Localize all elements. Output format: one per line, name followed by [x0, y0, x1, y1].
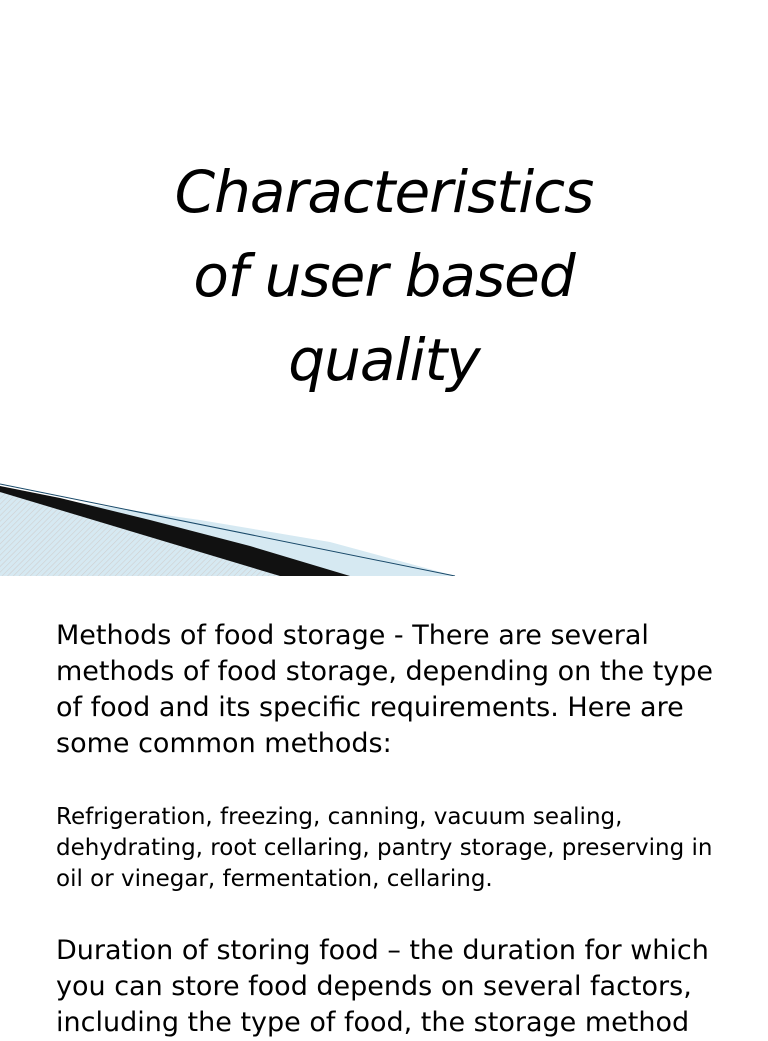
decorative-swoosh — [0, 470, 768, 576]
duration-text: – the duration for which you can store food depends on several factors, including the type of food, the storage method — [56, 935, 709, 1038]
paragraph-duration — [56, 933, 746, 1041]
duration-heading: Duration of storing food — [56, 935, 379, 966]
slide-title — [0, 150, 768, 402]
document-body — [56, 618, 746, 1041]
slide-title-line-3: quality — [288, 326, 480, 394]
paragraph-methods-list: Refrigeration, freezing, canning, vacuum sealing, dehydrating, root cellaring, pantry storage, preserving in oil or vinegar, fermentation, cellaring. — [56, 804, 713, 892]
paragraph-methods — [56, 618, 746, 762]
methods-heading: Methods of food storage - — [56, 620, 404, 651]
methods-text: There are several methods of food storage, depending on the type of food and its specific requirements. Here are some common methods: — [56, 620, 714, 759]
slide-title-line-1: Characteristics — [174, 158, 594, 226]
slide-title-line-2: of user based — [193, 242, 575, 310]
